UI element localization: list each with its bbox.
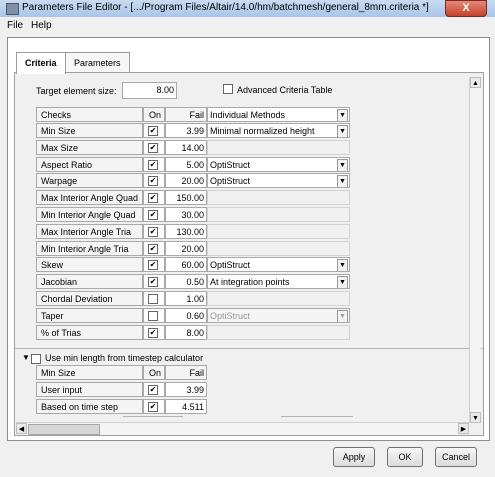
criteria-fail-input[interactable]: 14.00 [165,140,207,155]
criteria-name: Min Size [36,123,143,138]
criteria-on-checkbox[interactable]: ✔ [149,243,157,253]
criteria-method-empty [207,241,350,256]
apply-button[interactable]: Apply [333,447,375,467]
criteria-on-cell [143,157,165,172]
criteria-fail-input[interactable]: 8.00 [165,325,207,340]
criteria-method-empty [207,207,350,222]
criteria-name: Skew [36,257,143,272]
criteria-fail-input[interactable]: 3.99 [165,123,207,138]
criteria-method-empty [207,224,350,239]
criteria-method-value: OptiStruct [210,260,251,271]
collapse-triangle-icon[interactable]: ▼ [22,353,30,362]
criteria-name: Min Interior Angle Tria [36,241,143,256]
criteria-on-cell [143,241,165,256]
criteria-method-empty [207,140,350,155]
criteria-method-value: Minimal normalized height [210,126,315,136]
horizontal-scroll-thumb[interactable] [28,424,100,435]
close-button[interactable]: X [445,0,487,17]
header-on: On [143,107,165,122]
criteria-fail-input[interactable]: 0.60 [165,308,207,323]
criteria-fail-input[interactable]: 30.00 [165,207,207,222]
criteria-name: Warpage [36,173,143,188]
criteria-on-checkbox[interactable]: ✔ [149,210,157,219]
partial-widget-right [281,416,353,417]
scroll-right-icon[interactable]: ▶ [458,423,469,434]
criteria-name: Jacobian [36,274,143,289]
criteria-on-checkbox[interactable]: ✔ [149,193,157,203]
timestep-row-name: User input [36,382,143,397]
tab-parameters[interactable]: Parameters [65,52,130,73]
menu-bar [0,17,495,34]
criteria-on-cell [143,274,165,289]
dropdown-arrow-icon[interactable]: ▼ [337,276,348,289]
dropdown-arrow-icon[interactable]: ▼ [337,109,348,122]
criteria-fail-input[interactable]: 5.00 [165,157,207,172]
advanced-criteria-label: Advanced Criteria Table [237,85,333,95]
criteria-on-cell [143,291,165,306]
header-checks: Checks [36,107,143,122]
criteria-name: Max Interior Angle Quad [36,190,143,205]
criteria-method-empty [207,291,350,306]
timestep-on-checkbox[interactable]: ✔ [149,402,157,411]
timestep-row-name: Based on time step [36,399,143,414]
scroll-left-icon[interactable]: ◀ [16,423,27,434]
title-bar [0,0,495,18]
timestep-header-name: Min Size [36,365,143,380]
dropdown-arrow-icon: ▼ [337,310,348,323]
criteria-method-empty [207,190,350,205]
criteria-fail-input[interactable]: 1.00 [165,291,207,306]
criteria-method-dropdown[interactable] [207,157,350,172]
timestep-fail-input[interactable]: 3.99 [165,382,207,397]
criteria-on-cell [143,325,165,340]
advanced-criteria-checkbox[interactable] [223,84,233,94]
criteria-method-value: OptiStruct [210,176,251,187]
criteria-fail-input[interactable]: 130.00 [165,224,207,239]
section-divider [15,348,483,349]
app-icon [6,3,19,15]
criteria-on-cell [143,224,165,239]
criteria-on-checkbox[interactable]: ✔ [149,277,157,287]
dropdown-arrow-icon[interactable]: ▼ [337,175,348,188]
criteria-name: Chordal Deviation [36,291,143,306]
individual-methods-dropdown[interactable] [207,107,350,122]
criteria-method-value: OptiStruct [210,310,251,321]
criteria-method-dropdown [207,308,350,323]
dropdown-arrow-icon[interactable]: ▼ [337,159,348,172]
criteria-name: % of Trias [36,325,143,340]
criteria-on-checkbox[interactable]: ✔ [149,260,157,270]
individual-methods-value: Individual Methods [210,110,286,120]
timestep-header-on: On [143,365,165,380]
criteria-on-checkbox[interactable]: ✔ [149,226,157,236]
criteria-fail-input[interactable]: 60.00 [165,257,207,272]
target-size-label: Target element size: [36,86,117,96]
criteria-on-cell [143,140,165,155]
criteria-on-cell [143,173,165,188]
criteria-method-value: OptiStruct [210,159,251,170]
criteria-method-dropdown[interactable] [207,274,350,289]
scroll-up-icon[interactable]: ▲ [470,77,481,88]
criteria-method-dropdown[interactable] [207,173,350,188]
dropdown-arrow-icon[interactable]: ▼ [337,259,348,272]
cancel-button[interactable]: Cancel [435,447,477,467]
criteria-fail-input[interactable]: 20.00 [165,173,207,188]
window-title: Parameters File Editor - [.../Program Files/Altair/14.0/hm/batchmesh/general_8mm.criteria *] [22,2,429,13]
criteria-on-cell [143,123,165,138]
criteria-on-checkbox[interactable]: ✔ [149,327,157,337]
criteria-on-checkbox[interactable]: ✔ [149,176,157,186]
partial-widget-left [123,416,183,417]
criteria-fail-input[interactable]: 0.50 [165,274,207,289]
criteria-method-dropdown[interactable] [207,123,350,138]
dropdown-arrow-icon[interactable]: ▼ [337,125,348,138]
criteria-method-value: At integration points [210,277,290,288]
criteria-fail-input[interactable]: 150.00 [165,190,207,205]
criteria-name: Min Interior Angle Quad [36,207,143,222]
criteria-method-empty [207,325,350,340]
criteria-on-cell [143,207,165,222]
criteria-on-checkbox[interactable]: ✔ [149,142,157,152]
ok-button[interactable]: OK [387,447,423,467]
tab-criteria[interactable]: Criteria [16,52,66,74]
criteria-on-cell [143,308,165,323]
timestep-on-checkbox[interactable]: ✔ [149,385,157,394]
timestep-checkbox[interactable] [31,354,41,364]
horizontal-scrollbar[interactable] [16,422,469,434]
criteria-on-checkbox[interactable]: ✔ [149,159,157,169]
scroll-down-icon[interactable]: ▼ [470,412,481,423]
timestep-label: Use min length from timestep calculator [45,353,204,363]
criteria-name: Max Size [36,140,143,155]
criteria-tab-body [14,72,484,436]
criteria-fail-input[interactable]: 20.00 [165,241,207,256]
criteria-on-checkbox[interactable]: ✔ [149,126,157,135]
criteria-name: Taper [36,308,143,323]
criteria-on-checkbox[interactable] [148,294,158,304]
criteria-on-checkbox[interactable] [148,311,158,321]
vertical-scrollbar[interactable] [469,77,481,423]
timestep-header-fail: Fail [165,365,207,380]
header-fail: Fail [165,107,207,122]
timestep-on-cell [143,382,165,397]
criteria-name: Max Interior Angle Tria [36,224,143,239]
menu-help[interactable]: Help [31,20,52,31]
target-size-input[interactable]: 8.00 [122,82,177,99]
criteria-on-cell [143,190,165,205]
timestep-fail-input[interactable]: 4.511 [165,399,207,414]
criteria-method-dropdown[interactable] [207,257,350,272]
criteria-name: Aspect Ratio [36,157,143,172]
menu-file[interactable]: File [7,20,24,31]
criteria-on-cell [143,257,165,272]
timestep-on-cell [143,399,165,414]
